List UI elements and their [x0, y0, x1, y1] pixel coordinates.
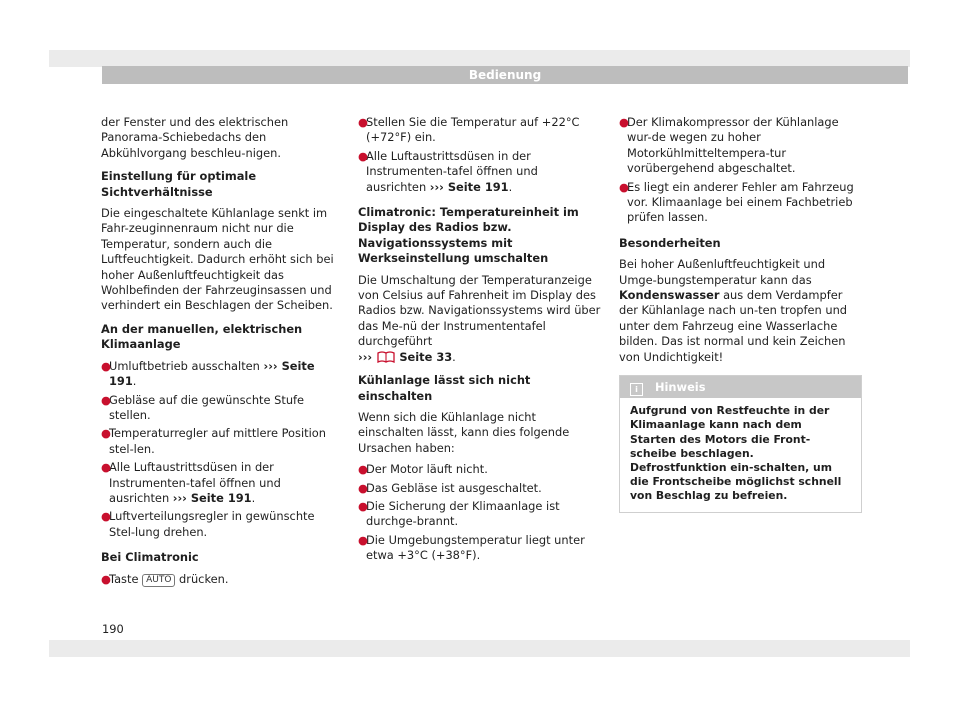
page-frame — [49, 50, 910, 657]
list-item — [101, 393, 344, 424]
bullet-icon: ● — [358, 532, 368, 547]
page — [49, 67, 910, 640]
paragraph — [619, 257, 862, 365]
heading: Kühlanlage lässt sich nicht einschalten — [358, 373, 531, 403]
column-middle — [358, 115, 601, 567]
bullet-icon: ● — [101, 509, 111, 524]
list-item — [358, 462, 601, 477]
section-header: Bedienung — [102, 66, 908, 84]
paragraph-text: aus dem Verdampfer der Kühlanlage nach un-ten tropfen und unter dem Fahrzeug eine Wasserlache bilden. Das ist normal und kein Zeichen von Undichtigkeit! — [619, 288, 848, 364]
bullet-icon: ● — [358, 115, 368, 129]
bullet-icon: ● — [358, 498, 368, 513]
paragraph: Die eingeschaltete Kühlanlage senkt im Fahr-zeuginnenraum nicht nur die Temperatur, sondern auch die Luftfeuchtigkeit. Dadurch erhöht sich bei hoher Außenluftfeuchtigkeit das Wohlbefinden der Fahrzeuginsassen und verhindert ein Beschlagen der Scheiben. — [101, 206, 334, 313]
bullet-icon: ● — [101, 571, 111, 586]
bullet-icon: ● — [101, 460, 111, 475]
list-item-text: Der Klimakompressor der Kühlanlage wur-de wegen zu hoher Motorkühlmitteltempera-tur vorübergehend abgeschaltet. — [627, 115, 839, 176]
heading: Einstellung für optimale Sichtverhältnisse — [101, 169, 257, 199]
note-title: Hinweis — [655, 380, 706, 395]
bullet-icon: ● — [101, 426, 111, 441]
list-item — [101, 426, 344, 457]
list-item: ● Umluftbetrieb ausschalten ››› Seite 191. — [101, 358, 315, 389]
list-item-text: Stellen Sie die Temperatur auf +22°C (+72°F) ein. — [366, 115, 580, 145]
list-item-text: Umluftbetrieb ausschalten — [109, 358, 260, 373]
list-item-text: Es liegt ein anderer Fehler am Fahrzeug vor. Klimaanlage bei einem Fachbetrieb prüfen lassen. — [627, 179, 854, 225]
bullet-icon: ● — [358, 148, 368, 163]
bullet-icon: ● — [358, 480, 368, 495]
bullet-icon: ● — [619, 115, 629, 129]
list-item-text: Luftverteilungsregler in gewünschte Stel-lung drehen. — [109, 509, 315, 539]
list-item-text: Temperaturregler auf mittlere Position stel-len. — [109, 426, 326, 456]
list-item-text: Die Umgebungstemperatur liegt unter etwa +3°C (+38°F). — [366, 532, 585, 563]
heading: An der manuellen, elektrischen Klimaanlage — [101, 321, 303, 352]
bullet-icon: ● — [358, 462, 368, 477]
page-number: 190 — [102, 622, 124, 636]
paragraph-text: Bei hoher Außenluftfeuchtigkeit und Umge-bungstemperatur kann das — [619, 257, 826, 287]
paragraph: Wenn sich die Kühlanlage nicht einschalten lässt, kann dies folgende Ursachen haben: — [358, 409, 570, 455]
list-item — [358, 533, 601, 564]
bullet-icon: ● — [101, 392, 111, 407]
heading: Besonderheiten — [619, 235, 721, 250]
ref-arrows: ››› — [358, 349, 373, 364]
heading: Climatronic: Temperatureinheit im Display des Radios bzw. Navigationssystems mit Werkseinstellung umschalten — [358, 205, 579, 266]
info-icon: i — [630, 383, 643, 396]
list-item — [358, 481, 601, 496]
auto-key: AUTO — [142, 574, 175, 587]
note-box — [619, 375, 862, 512]
list-item — [358, 499, 601, 530]
list-item — [619, 180, 862, 226]
page-reference-link[interactable]: ››› Seite 191 — [429, 179, 509, 194]
paragraph: Die Umschaltung der Temperaturanzeige von Celsius auf Fahrenheit im Display des Radios bzw. Navigationssystems wird über das Me-nü der Instrumententafel durchgeführt ››› Seite 33. — [358, 272, 601, 364]
list-item-text: Alle Luftaustrittsdüsen in der Instrumenten-tafel öffnen und ausrichten — [366, 148, 538, 194]
emphasis: Kondenswasser — [619, 288, 720, 303]
list-item: ● Alle Luftaustrittsdüsen in der Instrumenten-tafel öffnen und ausrichten ››› Seite 191. — [358, 148, 538, 194]
note-header — [620, 376, 861, 398]
page-reference-link[interactable]: ››› Seite 191 — [109, 358, 315, 389]
list-item — [358, 115, 601, 146]
paragraph-text: Die Umschaltung der Temperaturanzeige von Celsius auf Fahrenheit im Display des Radios bzw. Navigationssystems wird über das Me-nü der Instrumententafel durchgeführt — [358, 272, 601, 349]
list-item-text: Der Motor läuft nicht. — [366, 462, 488, 477]
paragraph: der Fenster und des elektrischen Panorama-Schiebedachs den Abkühlvorgang beschleu-nigen. — [101, 115, 289, 160]
column-right — [619, 115, 862, 513]
list-item-text: Gebläse auf die gewünschte Stufe stellen. — [109, 392, 305, 422]
list-item-text: Die Sicherung der Klimaanlage ist durchge-brannt. — [366, 498, 560, 529]
book-icon — [376, 350, 396, 364]
page-reference-link[interactable]: Seite 33 — [399, 349, 453, 364]
list-item-text: Taste — [109, 571, 139, 586]
list-item-text: Das Gebläse ist ausgeschaltet. — [366, 480, 542, 495]
heading: Bei Climatronic — [101, 550, 199, 565]
column-left — [101, 115, 344, 590]
bullet-icon: ● — [619, 179, 629, 194]
list-item-text: Alle Luftaustrittsdüsen in der Instrumenten-tafel öffnen und ausrichten — [109, 460, 281, 505]
bullet-icon: ● — [101, 358, 111, 373]
note-body: Aufgrund von Restfeuchte in der Klimaanlage kann nach dem Starten des Motors die Front-scheibe beschlagen. Defrostfunktion ein-schalten, um die Frontscheibe möglichst schnell von Beschlag zu befreien. — [630, 404, 842, 503]
list-item — [101, 509, 344, 540]
list-item-text: drücken. — [179, 571, 229, 586]
list-item: ● Alle Luftaustrittsdüsen in der Instrumenten-tafel öffnen und ausrichten ››› Seite 191. — [101, 460, 281, 505]
list-item — [101, 572, 344, 587]
page-reference-link[interactable]: ››› Seite 191 — [172, 490, 252, 505]
list-item — [619, 115, 862, 177]
